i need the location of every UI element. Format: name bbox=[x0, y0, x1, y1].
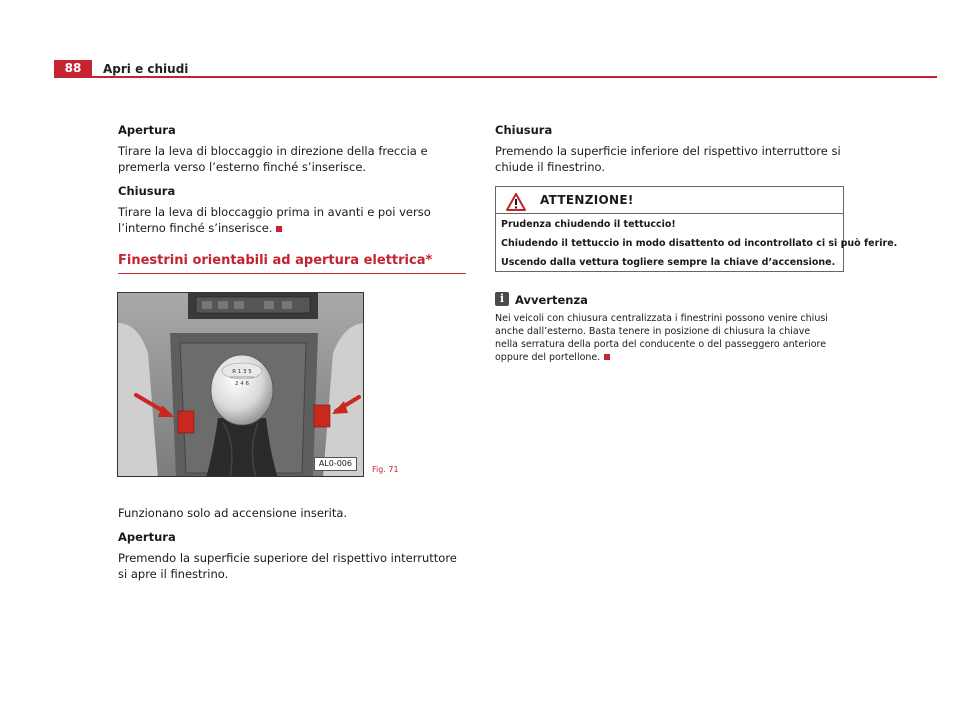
gear-pattern-top: R 1 3 5 bbox=[232, 369, 252, 375]
note-end-marker bbox=[604, 354, 610, 360]
note-section bbox=[495, 292, 845, 364]
figure-gear-console bbox=[117, 292, 364, 477]
warning-body bbox=[496, 214, 898, 269]
chapter-title: Apri e chiudi bbox=[103, 62, 189, 76]
figure-caption: Fig. 71 bbox=[372, 465, 399, 474]
lower-left-section bbox=[118, 505, 468, 591]
gear-pattern-bottom: 2 4 6 bbox=[235, 381, 249, 387]
warning-header bbox=[496, 187, 843, 214]
right-window-switch bbox=[314, 405, 330, 427]
note-text: Nei veicoli con chiusura centralizzata i finestrini possono venire chiusi anche dall’esterno. Basta tenere in posizione di chiusura la chiave nella serratura della porta del conducente o del passeggero anteriore oppure del portellone. bbox=[495, 313, 828, 363]
chiusura-text: Tirare la leva di bloccaggio prima in avanti e poi verso l’interno finché s’inserisce. bbox=[118, 205, 431, 235]
chiusura-paragraph bbox=[118, 204, 468, 236]
apertura-heading: Apertura bbox=[118, 123, 176, 137]
lower-apertura-heading: Apertura bbox=[118, 530, 176, 544]
warning-title: ATTENZIONE! bbox=[540, 193, 634, 207]
section-title: Finestrini orientabili ad apertura elettrica* bbox=[118, 252, 466, 274]
warning-line: Uscendo dalla vettura togliere sempre la chiave d’accensione. bbox=[501, 257, 836, 268]
note-title: Avvertenza bbox=[515, 293, 588, 307]
warning-line: Prudenza chiudendo il tettuccio! bbox=[501, 219, 676, 230]
header-divider bbox=[54, 76, 937, 78]
page-header bbox=[54, 60, 937, 77]
figure-tag: AL0-006 bbox=[314, 457, 357, 471]
info-icon: i bbox=[495, 292, 509, 306]
right-column bbox=[495, 123, 845, 184]
right-chiusura-heading: Chiusura bbox=[495, 123, 553, 137]
right-chiusura-text: Premendo la superficie inferiore del rispettivo interruttore si chiude il finestrino. bbox=[495, 144, 841, 174]
warning-line: Chiudendo il tettuccio in modo disattento od incontrollato ci si può ferire. bbox=[501, 238, 898, 249]
apertura-text: Tirare la leva di bloccaggio in direzione della freccia e premerla verso l’esterno finché s’inserisce. bbox=[118, 144, 428, 174]
operation-intro: Funzionano solo ad accensione inserita. bbox=[118, 506, 348, 520]
warning-triangle-icon bbox=[506, 193, 526, 211]
warning-box bbox=[495, 186, 898, 272]
chiusura-heading: Chiusura bbox=[118, 184, 176, 198]
left-window-switch bbox=[178, 411, 194, 433]
end-of-section-marker bbox=[276, 226, 282, 232]
note-header bbox=[495, 292, 845, 310]
left-column bbox=[118, 123, 468, 274]
gear-console-illustration bbox=[118, 293, 364, 477]
lower-apertura-text: Premendo la superficie superiore del rispettivo interruttore si apre il finestrino. bbox=[118, 551, 457, 581]
page-number: 88 bbox=[54, 60, 92, 77]
note-paragraph bbox=[495, 312, 830, 364]
